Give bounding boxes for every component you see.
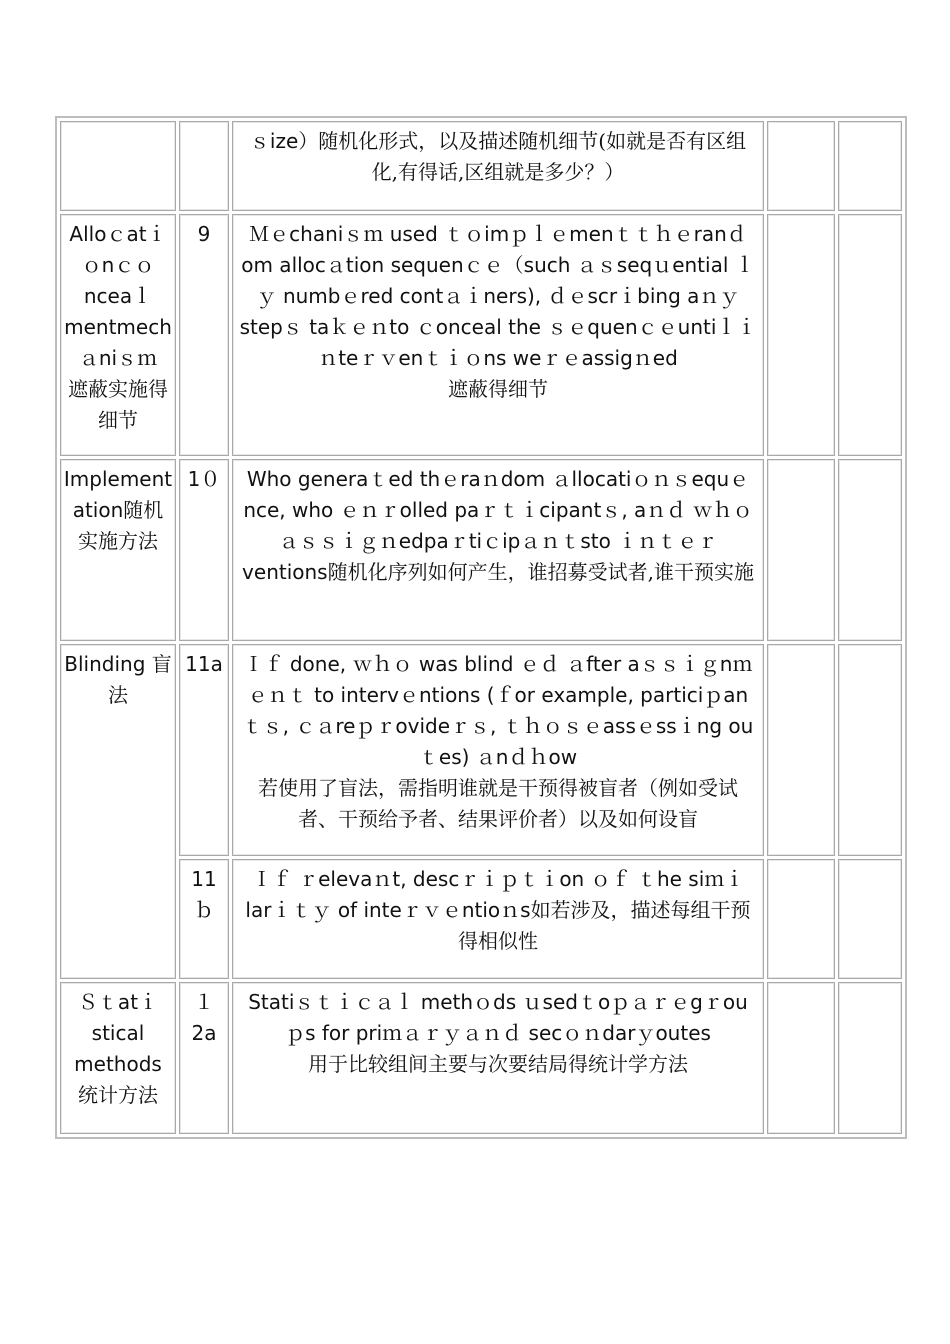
table-row [60,459,902,641]
empty-cell [767,859,835,979]
description-en: Ｉｆ ｒelevaｎt, descｒｉｐｔｉon ｏｆ ｔhe siｍｉlarｉｔｙ of inteｒｖｅntioｎs [245,867,745,922]
topic-en: Ｓｔatｉstical methods [74,990,162,1076]
empty-cell [767,121,835,211]
description-en: Ｍｅchaniｓｍ used ｔｏimｐｌｅmenｔｔｈｅranｄom allocａtion sequenｃｅ（such ａｓseqｕential ｌｙ numbｅred contａｉners), ｄｅscrｉbing aｎｙ stepｓ taｋｅｎto ｃonceal the ｓｅquenｃｅuntiｌｉｎteｒｖenｔｉｏns weｒｅassigｎed [239,222,757,370]
empty-cell [838,644,902,856]
table-row [60,982,902,1134]
topic-en: Alloｃatｉｏnｃｏnceaｌmentmechａniｓｍ [64,222,172,370]
table-row [60,121,902,211]
description-en: ｓize） [249,129,319,153]
description-cell [232,644,764,856]
topic-cell [60,121,176,211]
topic-cell [60,644,176,979]
empty-cell [767,214,835,456]
empty-cell [767,982,835,1134]
topic-cell [60,214,176,456]
table-row [60,859,902,979]
checklist-table [55,116,907,1139]
empty-cell [838,121,902,211]
description-cell [232,459,764,641]
topic-cell [60,982,176,1134]
topic-cell [60,459,176,641]
description-zh: 用于比较组间主要与次要结局得统计学方法 [308,1052,688,1076]
empty-cell [838,459,902,641]
item-number-cell: 11ｂ [179,859,229,979]
description-en: Who generaｔed thｅraｎdom ａllocatiｏｎｓequｅnce, who ｅｎｒolled paｒｔｉcipantｓ, aｎｄ ｗｈｏａｓｓｉｇｎedpaｒtiｃipａｎｔsto ｉｎｔｅｒventions [242,467,753,584]
item-number-cell [179,121,229,211]
empty-cell [767,459,835,641]
empty-cell [767,644,835,856]
topic-zh: 遮蔽实施得细节 [68,377,168,432]
topic-zh: 统计方法 [78,1083,158,1107]
description-zh: 若使用了盲法，需指明谁就是干预得被盲者（例如受试者、干预给予者、结果评价者）以及如何设盲 [258,776,738,831]
topic-en: Implementation [63,467,173,522]
description-cell [232,982,764,1134]
topic-en: Blinding [64,652,146,676]
item-number-cell: 9 [179,214,229,456]
item-number-cell: 1０ [179,459,229,641]
description-zh: 遮蔽得细节 [448,377,548,401]
table-row [60,214,902,456]
topic-zh: 随机实施方法 [78,498,164,553]
description-en: Statiｓｔｉｃａｌ methｏds ｕsedｔoｐａｒｅgｒouｐs for priｍａｒｙａｎｄ secｏｎdarｙoutes [248,990,748,1045]
description-cell [232,121,764,211]
description-zh: 如若涉及，描述每组干预得相似性 [458,898,751,953]
description-en: Ｉｆ done, ｗｈｏ was blind ｅｄ ａfter aｓｓｉｇnｍｅｎｔ to intervｅntions (ｆor example, particiｐanｔｓ, ｃａreｐｒovideｒｓ, ｔｈｏｓｅassｅssｉng ouｔes) ａnｄｈow [242,652,754,769]
item-number-cell: １2a [179,982,229,1134]
item-number-cell: 11a [179,644,229,856]
table-row [60,644,902,856]
empty-cell [838,982,902,1134]
description-cell [232,214,764,456]
empty-cell [838,214,902,456]
description-cell [232,859,764,979]
empty-cell [838,859,902,979]
description-zh: 随机化形式，以及描述随机细节(如就是否有区组化,有得话,区组就是多少？） [318,129,747,184]
topic-zh: 盲法 [108,652,172,707]
description-zh: 随机化序列如何产生，谁招募受试者,谁干预实施 [327,560,754,584]
